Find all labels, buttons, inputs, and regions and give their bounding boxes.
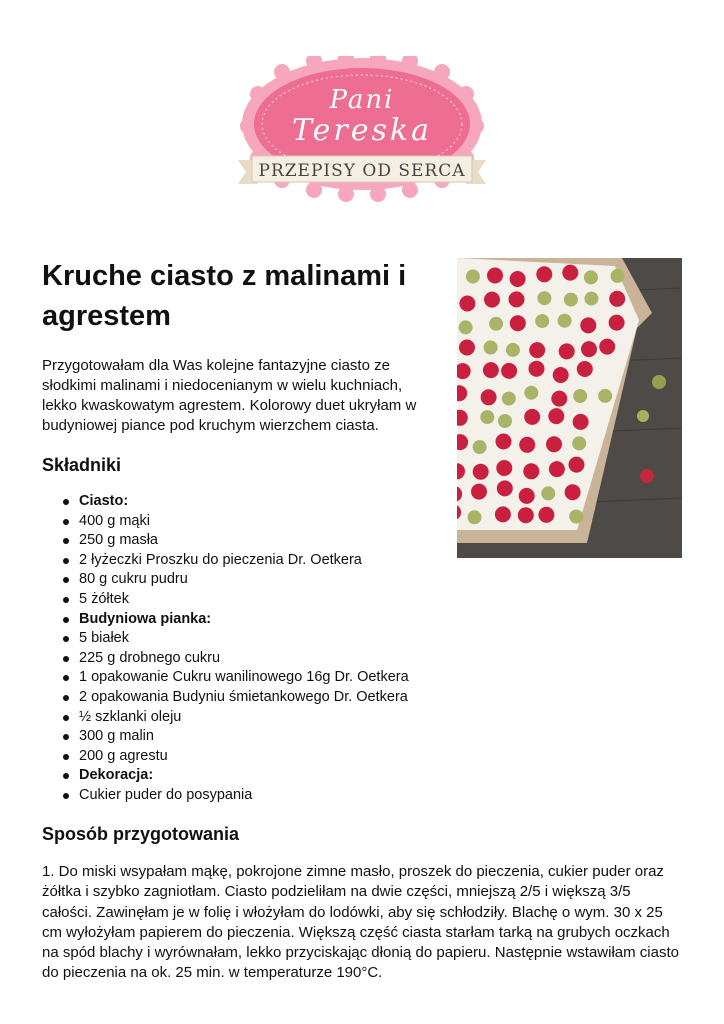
gooseberry-icon xyxy=(473,440,487,454)
recipe-intro: Przygotowałam dla Was kolejne fantazyjne ciasto ze słodkimi malinami i niedocenianym w wielu kuchniach, lekko kwaskowatym agrestem. Kolorowy duet ukryłam w budyniowej piance pod kruchym wierzchem ciasta. xyxy=(42,357,417,434)
raspberry-icon xyxy=(573,414,589,430)
raspberry-icon xyxy=(519,488,535,504)
raspberry-icon xyxy=(471,484,487,500)
raspberry-icon xyxy=(548,408,564,424)
raspberry-icon xyxy=(529,342,545,358)
pani-tereska-logo xyxy=(238,56,486,206)
raspberry-icon xyxy=(599,339,615,355)
ingredient-item: Cukier puder do posypania xyxy=(42,786,462,806)
raspberry-icon xyxy=(510,271,526,287)
ingredient-item: 5 białek xyxy=(42,629,462,649)
ingredient-item: ½ szklanki oleju xyxy=(42,708,462,728)
ingredient-group-label: Ciasto: xyxy=(42,492,462,512)
raspberry-icon xyxy=(577,361,593,377)
ingredient-item: 5 żółtek xyxy=(42,590,462,610)
gooseberry-icon xyxy=(611,269,625,283)
gooseberry-icon xyxy=(506,343,520,357)
raspberry-icon xyxy=(553,367,569,383)
gooseberry-icon xyxy=(572,436,586,450)
raspberry-icon xyxy=(510,315,526,331)
raspberry-icon xyxy=(496,434,512,450)
gooseberry-icon xyxy=(541,486,555,500)
gooseberry-icon xyxy=(484,341,498,355)
ingredients-heading: Składniki xyxy=(42,455,122,475)
raspberry-icon xyxy=(581,341,597,357)
raspberry-icon xyxy=(546,436,562,452)
method-step-1: 1. Do miski wsypałam mąkę, pokrojone zimne masło, proszek do pieczenia, cukier puder oraz żółtka i szybko zagniotłam. Ciasto podzieliłam na dwie części, mniejszą 2/5 i większą 3/5 całości. Zawinęłam je w folię i włożyłam do lodówki, aby się schłodziły. Blachę o wym. 30 x 25 cm wyłożyłam papierem do pieczenia. Większą część ciasta starłam tarką na grubych oczkach na spód blachy i wyrównałam, lekko przyciskając dłonią do papieru. Następnie wstawiłam ciasto do pieczenia na ok. 25 min. w temperaturze 190°C. xyxy=(42,863,679,982)
raspberry-icon xyxy=(495,506,511,522)
ingredient-group-label: Dekoracja: xyxy=(42,766,462,786)
raspberry-icon xyxy=(473,464,489,480)
gooseberry-icon xyxy=(468,510,482,524)
raspberry-icon xyxy=(565,484,581,500)
logo-ribbon xyxy=(238,156,486,184)
raspberry-icon xyxy=(496,460,512,476)
ingredient-group-label: Budyniowa pianka: xyxy=(42,610,462,630)
raspberry-icon xyxy=(562,265,578,281)
raspberry-icon xyxy=(524,409,540,425)
gooseberry-icon xyxy=(584,270,598,284)
gooseberry-icon xyxy=(537,291,551,305)
raspberry-icon xyxy=(529,361,545,377)
ingredient-item: 2 opakowania Budyniu śmietankowego Dr. Oetkera xyxy=(42,688,462,708)
gooseberry-icon xyxy=(489,317,503,331)
raspberry-icon xyxy=(559,343,575,359)
gooseberry-icon xyxy=(584,292,598,306)
ingredient-item: 2 łyżeczki Proszku do pieczenia Dr. Oetkera xyxy=(42,551,462,571)
ingredient-item: 225 g drobnego cukru xyxy=(42,649,462,669)
raspberry-icon xyxy=(518,507,534,523)
gooseberry-icon xyxy=(535,314,549,328)
ingredient-item: 200 g agrestu xyxy=(42,747,462,767)
raspberry-icon xyxy=(484,292,500,308)
raspberry-icon xyxy=(497,480,513,496)
gooseberry-icon xyxy=(480,410,494,424)
raspberry-icon xyxy=(509,291,525,307)
raspberry-icon xyxy=(549,461,565,477)
ingredient-item: 80 g cukru pudru xyxy=(42,570,462,590)
logo-ribbon-text: PRZEPISY OD SERCA xyxy=(258,161,466,181)
raspberry-icon xyxy=(519,437,535,453)
method-heading: Sposób przygotowania xyxy=(42,824,240,844)
logo-line1: Pani xyxy=(329,85,395,115)
cake-photo-icon xyxy=(457,258,682,558)
raspberry-icon xyxy=(609,315,625,331)
gooseberry-icon xyxy=(524,386,538,400)
gooseberry-icon xyxy=(466,270,480,284)
raspberry-icon xyxy=(523,463,539,479)
raspberry-icon xyxy=(551,391,567,407)
gooseberry-icon xyxy=(558,314,572,328)
raspberry-icon xyxy=(501,363,517,379)
raspberry-icon xyxy=(538,507,554,523)
ingredient-item: 1 opakowanie Cukru wanilinowego 16g Dr. Oetkera xyxy=(42,668,462,688)
raspberry-icon xyxy=(483,362,499,378)
ingredient-item: 250 g masła xyxy=(42,531,462,551)
gooseberry-icon xyxy=(498,414,512,428)
gooseberry-icon xyxy=(573,389,587,403)
gooseberry-icon xyxy=(502,392,516,406)
recipe-title: Kruche ciasto z malinami i agrestem xyxy=(42,260,407,332)
gooseberry-icon xyxy=(569,510,583,524)
raspberry-icon xyxy=(536,266,552,282)
logo-line2: Tereska xyxy=(292,113,432,148)
ingredient-item: 400 g mąki xyxy=(42,512,462,532)
gooseberry-icon xyxy=(459,320,473,334)
raspberry-icon xyxy=(459,296,475,312)
raspberry-icon xyxy=(481,389,497,405)
raspberry-icon xyxy=(459,340,475,356)
gooseberry-icon xyxy=(598,389,612,403)
gooseberry-icon xyxy=(564,293,578,307)
ingredient-item: 300 g malin xyxy=(42,727,462,747)
raspberry-icon xyxy=(569,457,585,473)
raspberry-icon xyxy=(487,268,503,284)
raspberry-icon xyxy=(580,317,596,333)
raspberry-icon xyxy=(609,291,625,307)
ingredients-list xyxy=(42,492,462,806)
